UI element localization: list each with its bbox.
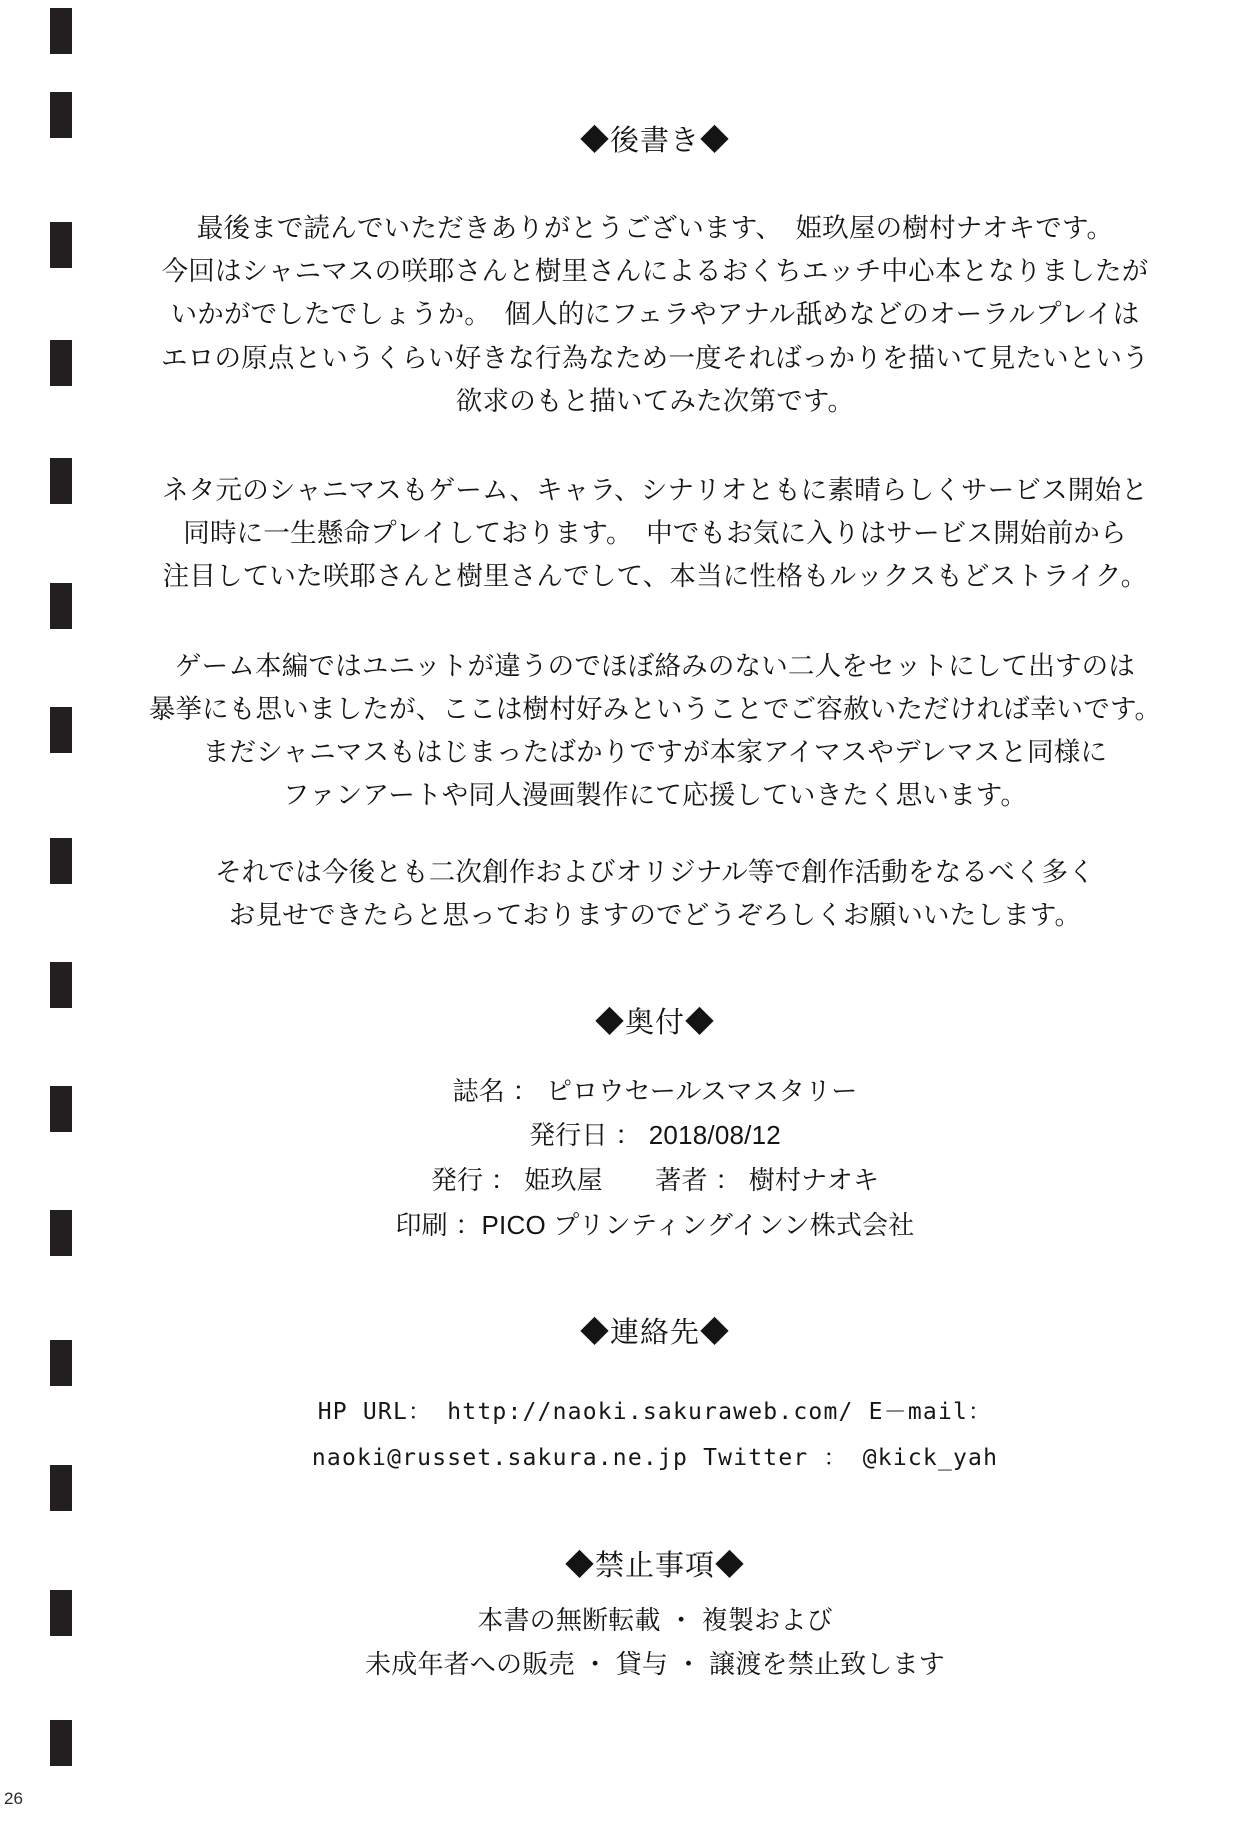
afterword-line: 欲求のもと描いてみた次第です。 bbox=[455, 385, 855, 416]
paragraph-spacer bbox=[140, 423, 1170, 469]
binding-mark bbox=[50, 962, 72, 1008]
afterword-line: まだシャニマスもはじまったばかりですが本家アイマスやデレマスと同様に bbox=[202, 736, 1108, 767]
page-number: 26 bbox=[4, 1789, 23, 1808]
paragraph-spacer bbox=[140, 599, 1170, 645]
binding-mark bbox=[50, 583, 72, 629]
contact-line-email[interactable]: E－mail： naoki@russet.sakura.ne.jp bbox=[311, 1398, 993, 1471]
binding-mark bbox=[50, 1086, 72, 1132]
binding-mark bbox=[50, 92, 72, 138]
binding-mark bbox=[50, 222, 72, 268]
afterword-line: ネタ元のシャニマスもゲーム、キャラ、シナリオともに素晴らしくサービス開始と bbox=[162, 474, 1148, 505]
afterword-line: 同時に一生懸命プレイしております。 中でもお気に入りはサービス開始前から bbox=[183, 518, 1127, 549]
prohibitions-line: 未成年者への販売 ・ 貸与 ・ 譲渡を禁止致します bbox=[365, 1649, 945, 1680]
binding-mark bbox=[50, 707, 72, 753]
afterword-line: 最後まで読んでいただきありがとうございます、 姫玖屋の樹村ナオキです。 bbox=[196, 213, 1114, 243]
binding-mark bbox=[50, 1465, 72, 1511]
afterword-paragraph-3 bbox=[140, 645, 1170, 818]
afterword-line: ゲーム本編ではユニットが違うのでほぼ絡みのない二人をセットにして出すのは bbox=[174, 650, 1136, 681]
contact-heading: ◆連絡先◆ bbox=[579, 1316, 730, 1349]
binding-mark bbox=[50, 1720, 72, 1766]
colophon-line-date: 発行日 ： 2018/08/12 bbox=[529, 1120, 781, 1151]
contact-line-url[interactable]: HP URL： http://naoki.sakuraweb.com/ bbox=[317, 1398, 854, 1425]
afterword-paragraph-4 bbox=[140, 851, 1170, 937]
binding-mark bbox=[50, 838, 72, 884]
afterword-line: ファンアートや同人漫画製作にて応援していきたく思います。 bbox=[282, 780, 1028, 811]
afterword-line: 注目していた咲耶さんと樹里さんでして、本当に性格もルックスもどストライク。 bbox=[162, 561, 1148, 592]
colophon-line-printer: 印刷 ：PICO プリンティングインン株式会社 bbox=[395, 1209, 915, 1240]
prohibitions-line: 本書の無断転載 ・ 複製および bbox=[477, 1604, 833, 1635]
binding-mark bbox=[50, 340, 72, 386]
binding-marks-column bbox=[50, 0, 72, 1825]
colophon-line-title: 誌名 ： ピロウセールスマスタリー bbox=[452, 1075, 858, 1106]
prohibitions-heading: ◆禁止事項◆ bbox=[564, 1549, 745, 1582]
afterword-page-content bbox=[140, 0, 1170, 1825]
binding-mark bbox=[50, 1340, 72, 1386]
afterword-line: いかがでしたでしょうか。 個人的にフェラやアナル舐めなどのオーラルプレイは bbox=[170, 299, 1140, 330]
prohibitions-block bbox=[140, 1598, 1170, 1687]
afterword-paragraph-1 bbox=[140, 207, 1170, 423]
colophon-block bbox=[140, 1069, 1170, 1248]
afterword-heading: ◆後書き◆ bbox=[579, 125, 730, 157]
afterword-line: エロの原点というくらい好きな行為なため一度そればっかりを描いて見たいという bbox=[161, 342, 1149, 373]
afterword-line: 暴挙にも思いましたが、ここは樹村好みということでご容赦いただければ幸いです。 bbox=[148, 693, 1162, 724]
contact-line-twitter[interactable]: Twitter ： @kick_yah bbox=[703, 1444, 999, 1471]
binding-mark bbox=[50, 1210, 72, 1256]
binding-mark bbox=[50, 458, 72, 504]
colophon-line-publisher: 発行 ： 姫玖屋 著者 ： 樹村ナオキ bbox=[430, 1165, 880, 1196]
afterword-line: 今回はシャニマスの咲耶さんと樹里さんによるおくちエッチ中心本となりましたが bbox=[161, 256, 1149, 287]
afterword-line: それでは今後とも二次創作およびオリジナル等で創作活動をなるべく多く bbox=[215, 857, 1095, 888]
contact-block bbox=[140, 1389, 1170, 1481]
binding-mark bbox=[50, 8, 72, 54]
binding-mark bbox=[50, 1590, 72, 1636]
paragraph-spacer bbox=[140, 817, 1170, 851]
afterword-line: お見せできたらと思っておりますのでどうぞろしくお願いいたします。 bbox=[228, 900, 1082, 931]
colophon-heading: ◆奥付◆ bbox=[594, 1006, 715, 1039]
afterword-paragraph-2 bbox=[140, 469, 1170, 599]
